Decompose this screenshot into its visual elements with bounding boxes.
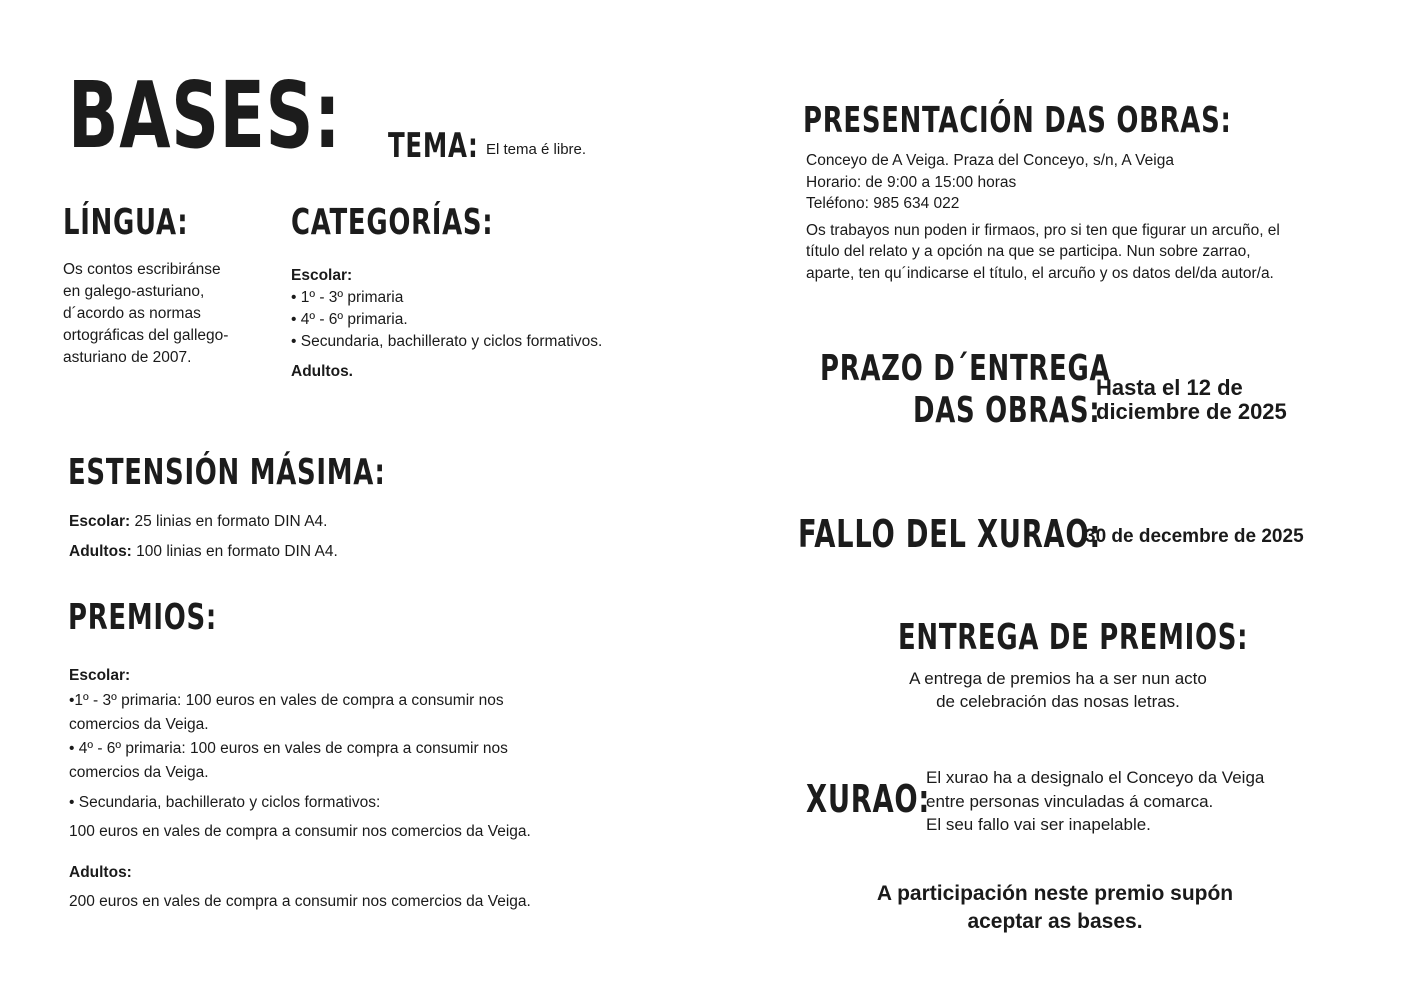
premios-escolar-list bbox=[69, 689, 531, 844]
estension-escolar bbox=[69, 511, 327, 533]
premios-adultos-label: Adultos: bbox=[69, 864, 132, 881]
estension-heading: ESTENSIÓN MÁSIMA: bbox=[68, 452, 386, 493]
text-line: El xurao ha a designalo el Conceyo da Veiga bbox=[926, 768, 1265, 787]
text-line: comercios da Veiga. bbox=[69, 716, 209, 733]
text-line: • 4º - 6º primaria: 100 euros en vales de compra a consumir nos bbox=[69, 740, 508, 757]
value: 25 linias en formato DIN A4. bbox=[130, 513, 328, 530]
footer-note bbox=[805, 880, 1305, 936]
presentacion-heading: PRESENTACIÓN DAS OBRAS: bbox=[803, 100, 1232, 141]
text-line: aceptar as bases. bbox=[967, 910, 1143, 933]
adultos-label: Adultos. bbox=[291, 363, 353, 380]
text-line: aparte, ten qu´indicarse el título, el arcuño y os datos del/da autor/a. bbox=[806, 264, 1274, 282]
text-line: •1º - 3º primaria: 100 euros en vales de compra a consumir nos bbox=[69, 692, 504, 709]
entrega-heading: ENTREGA DE PREMIOS: bbox=[898, 617, 1249, 658]
text-line: d´acordo as normas bbox=[63, 305, 201, 322]
text-line: comercios da Veiga. bbox=[69, 764, 209, 781]
fallo-heading: FALLO DEL XURAO: bbox=[798, 512, 1102, 556]
text-line: de celebración das nosas letras. bbox=[936, 692, 1180, 711]
list-item: • 4º - 6º primaria. bbox=[291, 311, 408, 328]
text-line: Conceyo de A Veiga. Praza del Conceyo, s/n, A Veiga bbox=[806, 152, 1174, 169]
text-line: Os contos escribiránse bbox=[63, 261, 221, 278]
fallo-value: 30 de decembre de 2025 bbox=[1085, 526, 1304, 547]
text-line: Os trabayos nun poden ir firmaos, pro si ten que figurar un arcuño, el bbox=[806, 221, 1280, 239]
text-line: A participación neste premio supón bbox=[876, 882, 1234, 905]
prazo-value bbox=[1096, 376, 1287, 424]
estension-adultos bbox=[69, 541, 338, 563]
text-line: diciembre de 2025 bbox=[1096, 399, 1287, 424]
list-item: • Secundaria, bachillerato y ciclos formativos. bbox=[291, 333, 603, 350]
text-line: asturiano de 2007. bbox=[63, 349, 192, 366]
tema-text: El tema é libre. bbox=[486, 141, 587, 158]
text-line: ortográficas del gallego- bbox=[63, 327, 229, 344]
prazo-heading-1: PRAZO D´ENTREGA bbox=[820, 348, 1111, 389]
text-line: A entrega de premios ha a ser nun acto bbox=[909, 669, 1207, 688]
lingua-heading: LÍNGUA: bbox=[63, 202, 189, 243]
categorias-heading: CATEGORÍAS: bbox=[291, 202, 494, 243]
text-line: • Secundaria, bachillerato y ciclos formativos: bbox=[69, 794, 381, 811]
label: Adultos: bbox=[69, 543, 132, 560]
text-line: en galego-asturiano, bbox=[63, 283, 205, 300]
premios-escolar-label: Escolar: bbox=[69, 667, 131, 684]
xurao-heading: XURAO: bbox=[806, 777, 931, 821]
prazo-heading-2: DAS OBRAS: bbox=[913, 390, 1101, 431]
label: Escolar: bbox=[69, 513, 131, 530]
lingua-text bbox=[63, 259, 228, 369]
escolar-label: Escolar: bbox=[291, 267, 353, 284]
text-line: El seu fallo vai ser inapelable. bbox=[926, 815, 1151, 834]
value: 100 linias en formato DIN A4. bbox=[131, 543, 338, 560]
text-line: Hasta el 12 de bbox=[1096, 375, 1243, 400]
text-line: Horario: de 9:00 a 15:00 horas bbox=[806, 173, 1017, 191]
presentacion-address bbox=[806, 150, 1280, 284]
categorias-list bbox=[291, 265, 602, 383]
xurao-text bbox=[926, 766, 1264, 837]
text-line: título del relato y a opción na que se participa. Nun sobre zarrao, bbox=[806, 243, 1251, 260]
tema-heading: TEMA: bbox=[388, 126, 479, 166]
entrega-text bbox=[858, 667, 1258, 713]
premios-adultos-text: 200 euros en vales de compra a consumir nos comercios da Veiga. bbox=[69, 893, 531, 910]
main-title: BASES: bbox=[68, 62, 342, 169]
text-line: 100 euros en vales de compra a consumir nos comercios da Veiga. bbox=[69, 823, 531, 840]
text-line: Teléfono: 985 634 022 bbox=[806, 195, 960, 212]
text-line: entre personas vinculadas á comarca. bbox=[926, 791, 1214, 811]
list-item: • 1º - 3º primaria bbox=[291, 289, 404, 306]
premios-heading: PREMIOS: bbox=[68, 597, 217, 638]
